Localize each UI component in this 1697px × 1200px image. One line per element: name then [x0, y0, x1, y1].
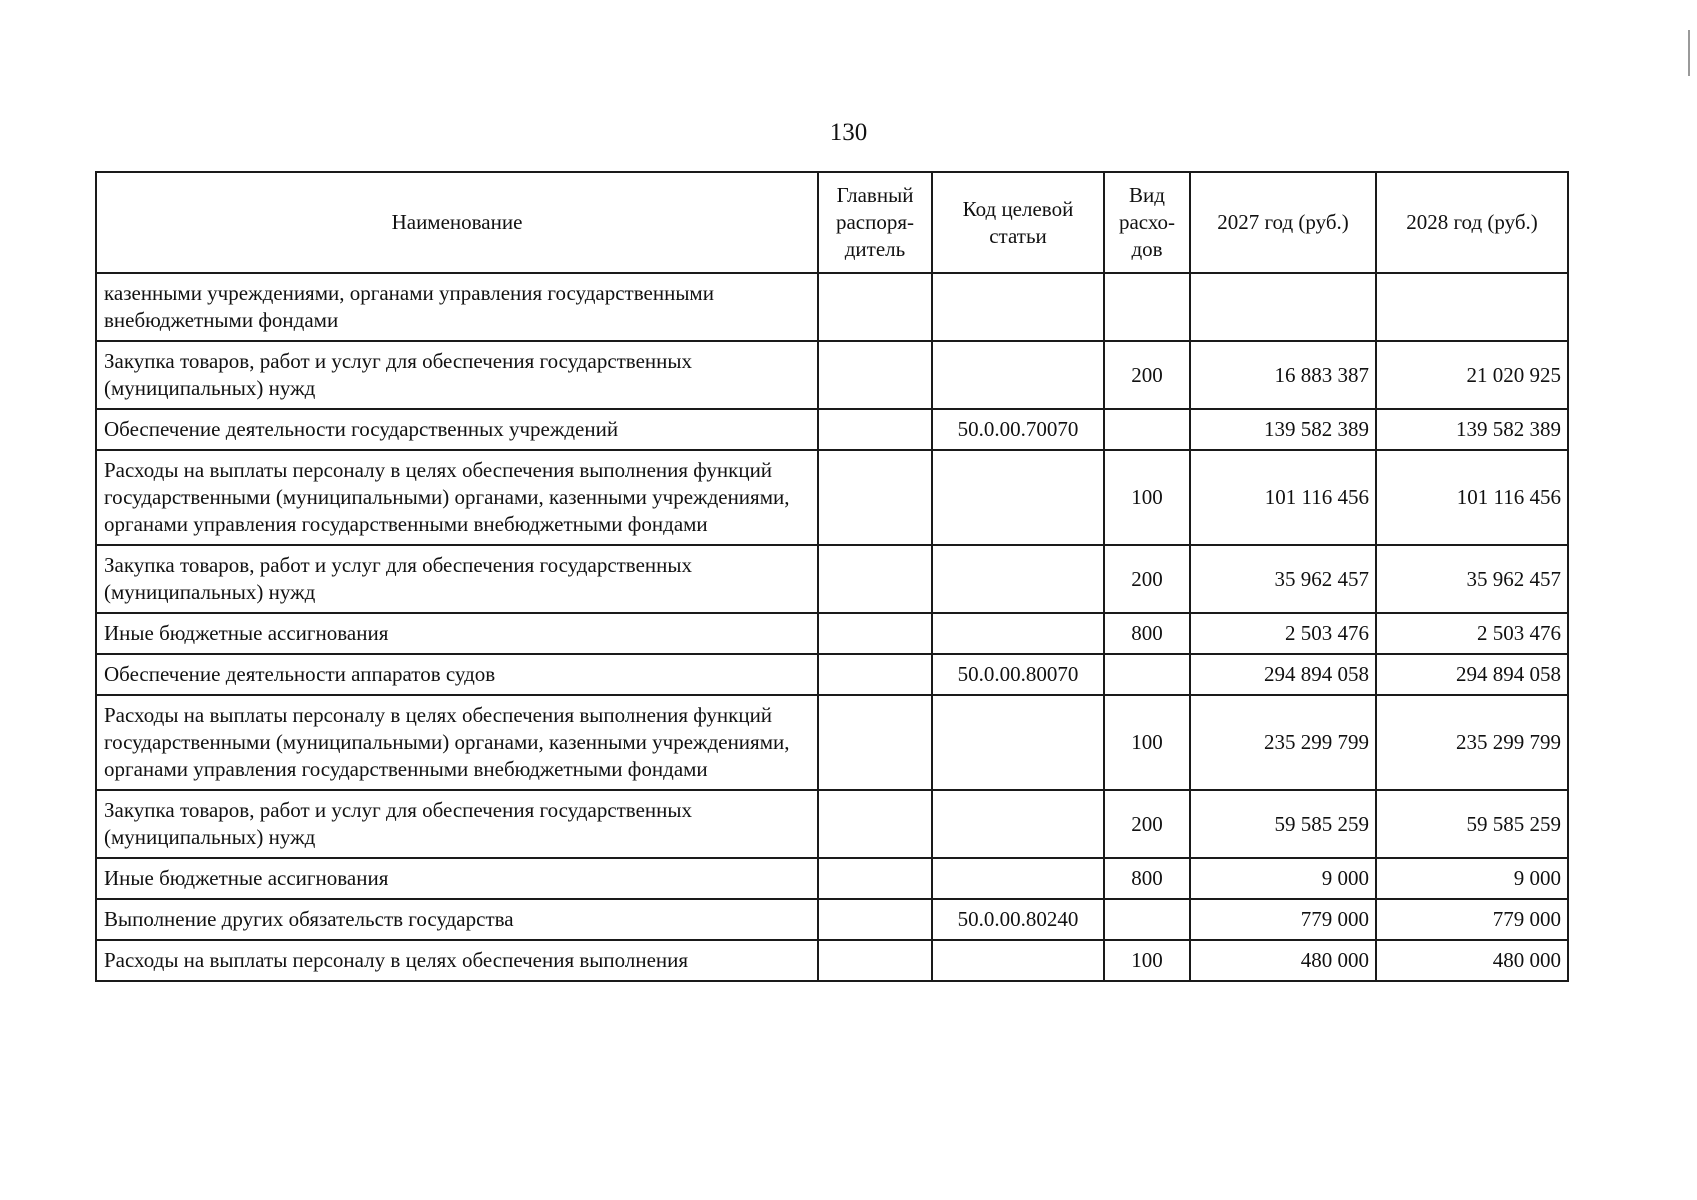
cell-code: [932, 273, 1104, 341]
cell-2028: 139 582 389: [1376, 409, 1568, 450]
cell-name: Расходы на выплаты персоналу в целях обеспечения выполнения функций государственными (муниципальными) органами, казенными учреждениями, органами управления государственными внебюджетными фондами: [96, 450, 818, 545]
cell-2028: 2 503 476: [1376, 613, 1568, 654]
cell-type: 200: [1104, 545, 1190, 613]
cell-code: 50.0.00.70070: [932, 409, 1104, 450]
cell-2028: 35 962 457: [1376, 545, 1568, 613]
cell-2028: 9 000: [1376, 858, 1568, 899]
table-header-row: [96, 172, 1568, 273]
cell-type: 200: [1104, 790, 1190, 858]
cell-2028: [1376, 273, 1568, 341]
cell-manager: [818, 545, 932, 613]
budget-table: [95, 171, 1569, 982]
table-row: [96, 858, 1568, 899]
cell-2028: 480 000: [1376, 940, 1568, 981]
cell-manager: [818, 899, 932, 940]
cell-name: Иные бюджетные ассигнования: [96, 613, 818, 654]
cell-code: [932, 545, 1104, 613]
cell-manager: [818, 409, 932, 450]
header-manager: Главный распоря-дитель: [818, 172, 932, 273]
table-row: [96, 545, 1568, 613]
cell-2027: 779 000: [1190, 899, 1376, 940]
cell-2028: 235 299 799: [1376, 695, 1568, 790]
cell-name: казенными учреждениями, органами управления государственными внебюджетными фондами: [96, 273, 818, 341]
cell-code: [932, 695, 1104, 790]
cell-manager: [818, 341, 932, 409]
cell-manager: [818, 273, 932, 341]
cell-type: [1104, 899, 1190, 940]
table-row: [96, 899, 1568, 940]
cell-type: [1104, 654, 1190, 695]
table-row: [96, 273, 1568, 341]
cell-code: [932, 790, 1104, 858]
cell-name: Закупка товаров, работ и услуг для обеспечения государственных (муниципальных) нужд: [96, 790, 818, 858]
cell-2027: 101 116 456: [1190, 450, 1376, 545]
cell-code: 50.0.00.80240: [932, 899, 1104, 940]
cell-manager: [818, 613, 932, 654]
cell-manager: [818, 940, 932, 981]
cell-code: [932, 858, 1104, 899]
cell-manager: [818, 858, 932, 899]
cell-type: 800: [1104, 858, 1190, 899]
cell-manager: [818, 450, 932, 545]
cell-2027: 2 503 476: [1190, 613, 1376, 654]
cell-2027: 139 582 389: [1190, 409, 1376, 450]
cell-type: [1104, 273, 1190, 341]
cell-2028: 294 894 058: [1376, 654, 1568, 695]
cell-type: 800: [1104, 613, 1190, 654]
header-type: Вид расхо-дов: [1104, 172, 1190, 273]
cell-type: 100: [1104, 695, 1190, 790]
cell-code: [932, 341, 1104, 409]
table-row: [96, 695, 1568, 790]
table-row: [96, 790, 1568, 858]
cell-code: [932, 450, 1104, 545]
cell-manager: [818, 654, 932, 695]
cell-name: Расходы на выплаты персоналу в целях обеспечения выполнения: [96, 940, 818, 981]
cell-2028: 59 585 259: [1376, 790, 1568, 858]
cell-type: 200: [1104, 341, 1190, 409]
cell-2027: 16 883 387: [1190, 341, 1376, 409]
cell-2027: 59 585 259: [1190, 790, 1376, 858]
table-row: [96, 654, 1568, 695]
cell-name: Обеспечение деятельности государственных учреждений: [96, 409, 818, 450]
cell-2027: 480 000: [1190, 940, 1376, 981]
cell-2028: 779 000: [1376, 899, 1568, 940]
cell-manager: [818, 695, 932, 790]
table-row: [96, 341, 1568, 409]
cell-code: 50.0.00.80070: [932, 654, 1104, 695]
cell-2027: 9 000: [1190, 858, 1376, 899]
cell-code: [932, 613, 1104, 654]
cell-type: 100: [1104, 940, 1190, 981]
cell-name: Закупка товаров, работ и услуг для обеспечения государственных (муниципальных) нужд: [96, 545, 818, 613]
cell-name: Расходы на выплаты персоналу в целях обеспечения выполнения функций государственными (муниципальными) органами, казенными учреждениями, органами управления государственными внебюджетными фондами: [96, 695, 818, 790]
cell-2028: 21 020 925: [1376, 341, 1568, 409]
cell-type: 100: [1104, 450, 1190, 545]
page-number: 130: [829, 119, 868, 146]
header-2028: 2028 год (руб.): [1376, 172, 1568, 273]
cell-type: [1104, 409, 1190, 450]
cell-name: Закупка товаров, работ и услуг для обеспечения государственных (муниципальных) нужд: [96, 341, 818, 409]
cell-2027: 235 299 799: [1190, 695, 1376, 790]
table-row: [96, 613, 1568, 654]
cell-manager: [818, 790, 932, 858]
cell-2028: 101 116 456: [1376, 450, 1568, 545]
cell-name: Выполнение других обязательств государства: [96, 899, 818, 940]
cell-name: Обеспечение деятельности аппаратов судов: [96, 654, 818, 695]
table-row: [96, 940, 1568, 981]
table-row: [96, 409, 1568, 450]
table-body: [96, 273, 1568, 981]
cell-code: [932, 940, 1104, 981]
header-name: Наименование: [96, 172, 818, 273]
margin-mark: [1688, 30, 1690, 76]
cell-2027: 35 962 457: [1190, 545, 1376, 613]
cell-2027: [1190, 273, 1376, 341]
header-2027: 2027 год (руб.): [1190, 172, 1376, 273]
header-code: Код целевой статьи: [932, 172, 1104, 273]
cell-name: Иные бюджетные ассигнования: [96, 858, 818, 899]
table-row: [96, 450, 1568, 545]
cell-2027: 294 894 058: [1190, 654, 1376, 695]
